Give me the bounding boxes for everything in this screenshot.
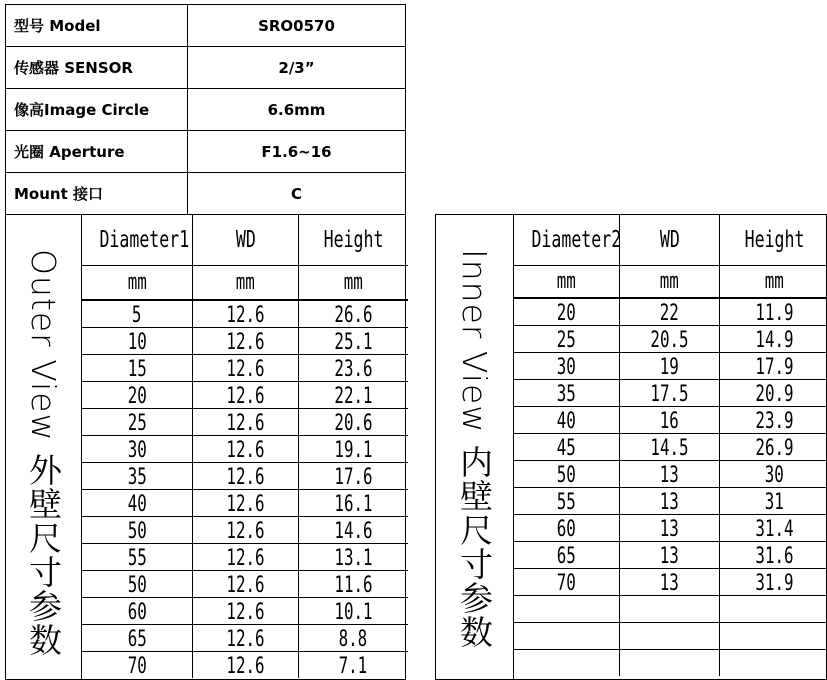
table-cell [620, 514, 720, 541]
cell-value: 12.6 [226, 626, 265, 652]
table-cell [620, 298, 720, 325]
spec-value: F1.6~16 [188, 131, 406, 173]
table-cell [720, 406, 827, 433]
table-cell [82, 462, 193, 489]
column-header-label: Diameter2 [531, 226, 622, 253]
table-cell [514, 649, 620, 676]
column-header [720, 215, 827, 265]
spec-row [6, 5, 406, 47]
table-cell [193, 570, 299, 597]
table-row [514, 406, 827, 433]
unit-label: mm [556, 268, 577, 294]
cell-value: 12.6 [226, 491, 265, 517]
cell-value: 14.9 [755, 327, 794, 353]
table-cell [720, 298, 827, 325]
cell-value: 12.6 [226, 437, 265, 463]
cell-value: 30 [127, 437, 147, 463]
table-row [514, 487, 827, 514]
table-cell [299, 354, 408, 381]
cell-value: 13 [659, 516, 680, 542]
table-row [82, 597, 408, 624]
table-cell [720, 460, 827, 487]
unit-label: mm [659, 268, 680, 294]
table-cell [720, 379, 827, 406]
table-cell [82, 624, 193, 651]
cell-value: 30 [556, 354, 577, 380]
cell-value: 20.6 [334, 410, 373, 436]
cell-value: 12.6 [226, 545, 265, 571]
unit-label: mm [343, 269, 363, 295]
table-cell [299, 300, 408, 327]
cell-value: 22 [659, 300, 680, 326]
cell-value: 50 [127, 518, 147, 544]
header-row [514, 215, 827, 265]
spec-label: Mount 接口 [6, 173, 188, 215]
cell-value: 8.8 [338, 626, 368, 652]
table-cell [299, 435, 408, 462]
table-row [514, 595, 827, 622]
table-cell [82, 435, 193, 462]
cell-value: 13 [659, 489, 680, 515]
cell-value: 11.6 [334, 572, 373, 598]
table-cell [514, 460, 620, 487]
spec-value: C [188, 173, 406, 215]
table-cell [620, 622, 720, 649]
cell-value: 31.9 [755, 570, 794, 596]
table-row [82, 489, 408, 516]
unit-row [514, 265, 827, 298]
cell-value: 40 [127, 491, 147, 517]
cell-value: 31 [764, 489, 784, 515]
table-cell [299, 462, 408, 489]
table-cell [620, 406, 720, 433]
cell-value: 12.6 [226, 599, 265, 625]
table-cell [720, 568, 827, 595]
column-header-label: Height [744, 226, 805, 253]
table-row [514, 514, 827, 541]
table-cell [514, 406, 620, 433]
table-cell [82, 489, 193, 516]
cell-value: 35 [127, 464, 147, 490]
cell-value: 20.5 [650, 327, 689, 353]
cell-value: 40 [556, 408, 577, 434]
cell-value: 12.6 [226, 572, 265, 598]
table-row [82, 300, 408, 327]
table-cell [299, 651, 408, 678]
table-cell [193, 651, 299, 678]
cell-value: 31.4 [755, 516, 794, 542]
table-cell [620, 595, 720, 622]
spec-label: 像高Image Circle [6, 89, 188, 131]
cell-value: 13 [659, 570, 680, 596]
cell-value: 35 [556, 381, 577, 407]
table-row [514, 568, 827, 595]
cell-value: 17.5 [650, 381, 689, 407]
cell-value: 12.6 [226, 654, 265, 679]
cell-value: 12.6 [226, 302, 265, 328]
table-cell [193, 516, 299, 543]
table-cell [514, 622, 620, 649]
table-cell [514, 298, 620, 325]
table-cell [514, 325, 620, 352]
table-row [514, 541, 827, 568]
table-cell [193, 543, 299, 570]
table-cell [720, 433, 827, 460]
table-cell [299, 381, 408, 408]
cell-value: 12.6 [226, 383, 265, 409]
table-cell [193, 327, 299, 354]
inner-view-table [435, 214, 827, 680]
table-cell [514, 487, 620, 514]
outer-dimension-grid [81, 215, 408, 678]
spec-table [5, 4, 406, 215]
cell-value: 11.9 [755, 300, 794, 326]
spec-label: 光圈 Aperture [6, 131, 188, 173]
spec-value: 6.6mm [188, 89, 406, 131]
cell-value: 65 [127, 626, 147, 652]
cell-value: 70 [556, 570, 577, 596]
spec-label: 传感器 SENSOR [6, 47, 188, 89]
spec-row [6, 47, 406, 89]
table-cell [720, 352, 827, 379]
cell-value: 16.1 [334, 491, 373, 517]
column-header [299, 215, 408, 265]
table-cell [299, 327, 408, 354]
cell-value: 7.1 [338, 654, 368, 679]
unit-cell [193, 265, 299, 300]
table-row [82, 624, 408, 651]
cell-value: 23.9 [755, 408, 794, 434]
cell-value: 17.9 [755, 354, 794, 380]
table-cell [514, 595, 620, 622]
table-cell [514, 433, 620, 460]
unit-cell [82, 265, 193, 300]
table-cell [82, 570, 193, 597]
table-cell [82, 300, 193, 327]
table-cell [620, 649, 720, 676]
cell-value: 13.1 [334, 545, 373, 571]
cell-value: 16 [659, 408, 680, 434]
table-cell [620, 325, 720, 352]
cell-value: 70 [127, 654, 147, 679]
cell-value: 10 [127, 329, 147, 355]
cell-value: 5 [132, 302, 142, 328]
table-row [514, 298, 827, 325]
cell-value: 13 [659, 462, 680, 488]
cell-value: 65 [556, 543, 577, 569]
table-cell [299, 408, 408, 435]
unit-cell [620, 265, 720, 298]
inner-view-title: Inner View 内壁尺寸参数 [455, 249, 494, 649]
outer-view-table [5, 214, 406, 680]
cell-value: 45 [556, 435, 577, 461]
table-row [82, 435, 408, 462]
column-header [82, 215, 193, 265]
cell-value: 19.1 [334, 437, 373, 463]
table-cell [82, 354, 193, 381]
cell-value: 12.6 [226, 356, 265, 382]
cell-value: 20 [127, 383, 147, 409]
table-cell [193, 462, 299, 489]
table-row [82, 327, 408, 354]
table-cell [720, 325, 827, 352]
table-row [514, 325, 827, 352]
cell-value: 12.6 [226, 464, 265, 490]
table-cell [514, 379, 620, 406]
cell-value: 22.1 [334, 383, 373, 409]
cell-value: 14.5 [650, 435, 689, 461]
column-header [193, 215, 299, 265]
table-row [514, 352, 827, 379]
table-row [82, 381, 408, 408]
spec-label: 型号 Model [6, 5, 188, 47]
table-cell [82, 327, 193, 354]
table-cell [82, 543, 193, 570]
table-cell [720, 622, 827, 649]
cell-value: 25 [127, 410, 147, 436]
table-cell [82, 381, 193, 408]
cell-value: 12.6 [226, 329, 265, 355]
spec-value: 2/3” [188, 47, 406, 89]
table-cell [193, 381, 299, 408]
table-cell [620, 487, 720, 514]
table-cell [620, 568, 720, 595]
cell-value: 10.1 [334, 599, 373, 625]
cell-value: 15 [127, 356, 147, 382]
table-cell [720, 649, 827, 676]
table-cell [620, 352, 720, 379]
table-row [514, 649, 827, 676]
table-cell [620, 433, 720, 460]
table-cell [720, 541, 827, 568]
spec-value: SRO0570 [188, 5, 406, 47]
table-row [82, 543, 408, 570]
unit-cell [720, 265, 827, 298]
cell-value: 55 [556, 489, 577, 515]
spec-row [6, 89, 406, 131]
cell-value: 25.1 [334, 329, 373, 355]
cell-value: 60 [127, 599, 147, 625]
spec-row [6, 173, 406, 215]
table-cell [720, 487, 827, 514]
table-row [514, 379, 827, 406]
unit-label: mm [764, 268, 784, 294]
table-row [82, 462, 408, 489]
unit-cell [299, 265, 408, 300]
table-cell [193, 624, 299, 651]
cell-value: 12.6 [226, 518, 265, 544]
cell-value: 20.9 [755, 381, 794, 407]
table-cell [299, 624, 408, 651]
cell-value: 26.9 [755, 435, 794, 461]
column-header [514, 215, 620, 265]
table-cell [193, 408, 299, 435]
cell-value: 20 [556, 300, 577, 326]
unit-label: mm [235, 269, 256, 295]
column-header [620, 215, 720, 265]
cell-value: 13 [659, 543, 680, 569]
cell-value: 31.6 [755, 543, 794, 569]
table-cell [193, 435, 299, 462]
column-header-label: WD [659, 226, 680, 253]
header-row [82, 215, 408, 265]
table-cell [82, 408, 193, 435]
cell-value: 17.6 [334, 464, 373, 490]
table-cell [82, 651, 193, 678]
cell-value: 19 [659, 354, 680, 380]
cell-value: 14.6 [334, 518, 373, 544]
cell-value: 50 [556, 462, 577, 488]
cell-value: 30 [764, 462, 784, 488]
column-header-label: WD [235, 226, 256, 253]
table-cell [514, 568, 620, 595]
cell-value: 26.6 [334, 302, 373, 328]
spec-row [6, 131, 406, 173]
table-cell [620, 379, 720, 406]
table-cell [193, 489, 299, 516]
column-header-label: Diameter1 [99, 226, 190, 253]
outer-view-title-cell [6, 215, 82, 679]
cell-value: 60 [556, 516, 577, 542]
cell-value: 50 [127, 572, 147, 598]
table-cell [193, 300, 299, 327]
cell-value: 12.6 [226, 410, 265, 436]
cell-value: 23.6 [334, 356, 373, 382]
table-row [82, 408, 408, 435]
outer-view-title: Outer View 外壁尺寸参数 [24, 249, 63, 657]
table-cell [514, 541, 620, 568]
unit-row [82, 265, 408, 300]
inner-dimension-grid [513, 215, 827, 676]
table-cell [193, 354, 299, 381]
table-cell [299, 570, 408, 597]
table-row [82, 570, 408, 597]
table-cell [514, 514, 620, 541]
inner-view-title-cell [436, 215, 514, 679]
unit-label: mm [127, 269, 147, 295]
cell-value: 55 [127, 545, 147, 571]
table-row [514, 622, 827, 649]
table-cell [82, 597, 193, 624]
unit-cell [514, 265, 620, 298]
table-row [514, 460, 827, 487]
table-cell [193, 597, 299, 624]
column-header-label: Height [323, 226, 384, 253]
cell-value: 25 [556, 327, 577, 353]
table-cell [720, 514, 827, 541]
table-cell [620, 541, 720, 568]
table-cell [514, 352, 620, 379]
table-row [82, 516, 408, 543]
table-cell [82, 516, 193, 543]
table-cell [720, 595, 827, 622]
table-cell [299, 516, 408, 543]
table-row [82, 651, 408, 678]
table-cell [299, 543, 408, 570]
table-cell [620, 460, 720, 487]
table-row [82, 354, 408, 381]
table-row [514, 433, 827, 460]
table-cell [299, 597, 408, 624]
table-cell [299, 489, 408, 516]
